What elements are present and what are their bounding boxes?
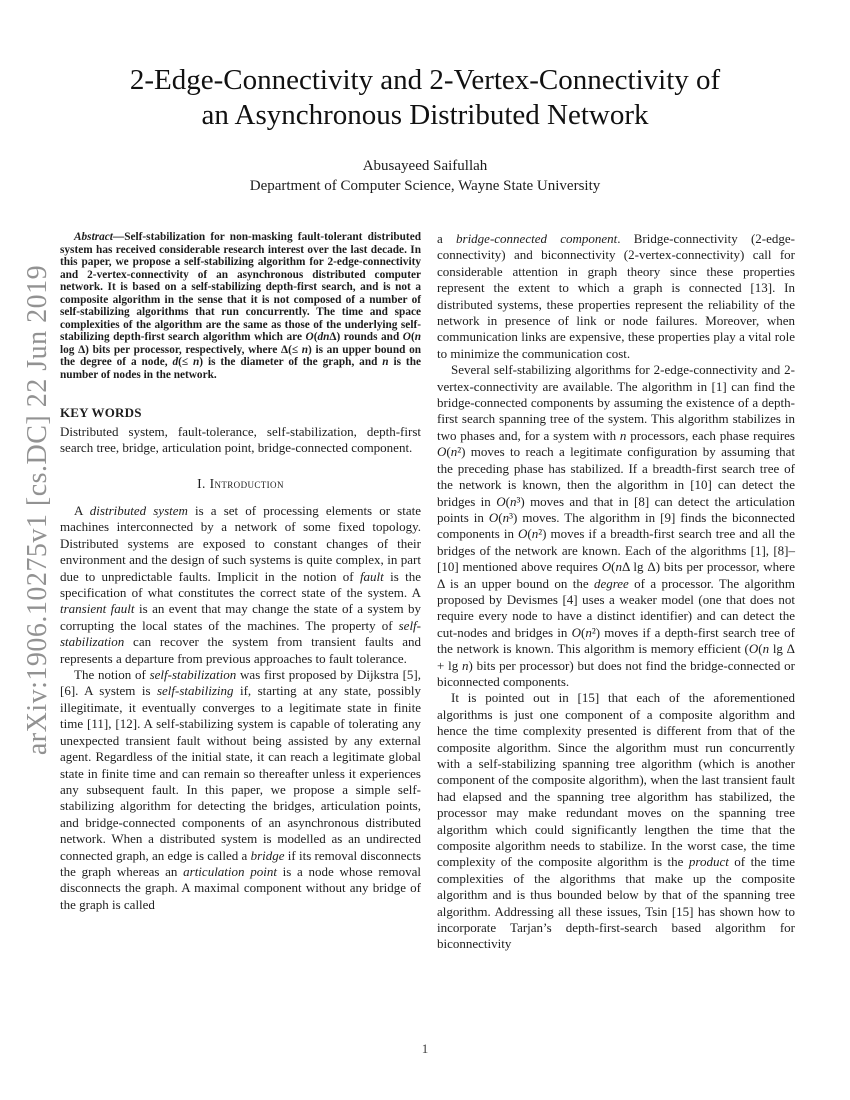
intro-paragraph-3: Several self-stabilizing algorithms for 2-edge-connectivity and 2-vertex-connectivity are available. The algorithm in [1] can find the bridge-connected components by assuming the existence of a depth-first search spanning tree of the system. This algorithm stabilizes in two phases and, for a system with n processors, each phase requires O(n²) moves to reach a legitimate configuration by assuming that the preceding phase has stabilized. If a breadth-first search tree of the network is known, then the algorithm in [10] can detect the bridges in O(n³) moves and that in [8] can detect the articulation points in O(n³) moves. The algorithm in [9] finds the biconnected components in O(n²) moves if a breadth-first search tree and all the bridges of the network are known. Each of the algorithms [1], [8]–[10] mentioned above requires O(nΔ lg Δ) bits per processor, where Δ is an upper bound on the degree of a processor. The algorithm proposed by Devismes [4] uses a weaker model (one that does not require every node to have a distinct identifier) and can detect the cut-nodes and bridges in O(n²) moves if a depth-first search tree of the network is known. This algorithm is memory efficient (O(n lg Δ + lg n) bits per processor) but does not find the bridge-connected or biconnected components. [437, 362, 796, 689]
author-affiliation: Department of Computer Science, Wayne State University [249, 178, 601, 194]
paper-title-line-1: 2-Edge-Connectivity and 2-Vertex-Connectivity of [129, 64, 721, 96]
two-column-body [60, 231, 795, 953]
page-number: 1 [421, 1041, 429, 1056]
title-block [0, 63, 850, 196]
author-name: Abusayeed Saifullah [362, 158, 488, 174]
section-heading-introduction: I. Introduction [197, 476, 284, 491]
arxiv-watermark: arXiv:1906.10275v1 [cs.DC] 22 Jun 2019 [22, 264, 53, 756]
abstract-paragraph: Abstract—Self-stabilization for non-masking fault-tolerant distributed system has received considerable research interest over the last decade. In this paper, we propose a self-stabilizing algorithm for 2-edge-connectivity and 2-vertex-connectivity of an asynchronous distributed computer network. It is based on a self-stabilizing depth-first search, and is not a composite algorithm in the sense that it is not composed of a number of self-stabilizing algorithms that run concurrently. The time and space complexities of the algorithm are the same as those of the underlying self-stabilizing depth-first search algorithm which are O(dnΔ) rounds and O(n log Δ) bits per processor, respectively, where Δ(≤ n) is an upper bound on the degree of a node, d(≤ n) is the diameter of the graph, and n is the number of nodes in the network. [60, 231, 422, 381]
keywords-text: Distributed system, fault-tolerance, self-stabilization, depth-first search tree, bridge, articulation point, bridge-connected component. [60, 424, 421, 455]
intro-paragraph-1: A distributed system is a set of processing elements or state machines interconnected by a network of some fixed topology. Distributed systems are exposed to constant changes of their environment and the design of such systems is quite complex, in part due to unpredictable faults. Implicit in the notion of fault is the specification of what constitutes the correct state of the system. A transient fault is an event that may change the state of a system by corrupting the local states of the machines. The property of self-stabilization can recover the system from transient faults and represents a departure from previous approaches to fault tolerance. [60, 503, 422, 666]
intro-paragraph-4: It is pointed out in [15] that each of the aforementioned algorithms is just one component of a composite algorithm and hence the time complexity presented is different from that of the composite algorithm. Since the algorithm must run concurrently with a self-stabilizing spanning tree algorithm (which is another component of the composite algorithm), when the last transient fault had elapsed and the spanning tree algorithm has stabilized, the processor may make redundant moves on the spanning tree algorithm which could significantly lengthen the time that the composite algorithm needs to stabilize. In the worst case, the time complexity of the composite algorithm is the product of the time complexities of the algorithms that make up the composite algorithm and is thus bounded below by that of the spanning tree algorithm. Addressing all these issues, Tsin [15] has shown how to incorporate Tarjan’s depth-first-search based algorithm for biconnectivity [437, 690, 796, 952]
paper-title-line-2: an Asynchronous Distributed Network [201, 99, 649, 131]
keywords-heading: KEY WORDS [60, 405, 142, 420]
intro-paragraph-2: The notion of self-stabilization was first proposed by Dijkstra [5], [6]. A system is self-stabilizing if, starting at any state, possibly illegitimate, it eventually converges to a legitimate state in finite time [11], [12]. A self-stabilizing system is capable of tolerating any unexpected transient fault without being assisted by any external agent. Regardless of the initial state, it can reach a legitimate global state in finite time and can remain so thereafter unless it experiences any subsequent fault. In this paper, we propose a simple self-stabilizing algorithm for detecting the bridges, articulation points, and bridge-connected components of an asynchronous distributed network. When a distributed system is modelled as an undirected connected graph, an edge is called a bridge if its removal disconnects the graph whereas an articulation point is a node whose removal disconnects the graph. A maximal component without any bridge of the graph is called [60, 667, 422, 912]
right-column [437, 231, 795, 953]
left-column [60, 231, 421, 953]
intro-paragraph-2-continuation: a bridge-connected component. Bridge-connectivity (2-edge-connectivity) and biconnectivity (2-vertex-connectivity) call for considerable attention in graph theory since these properties represent the extent to which a graph is connected [13]. In distributed systems, these properties represent the reliability of the network in presence of link or node failures. Moreover, when communication links are expensive, these properties play a vital role to minimize the communication cost. [437, 231, 795, 361]
